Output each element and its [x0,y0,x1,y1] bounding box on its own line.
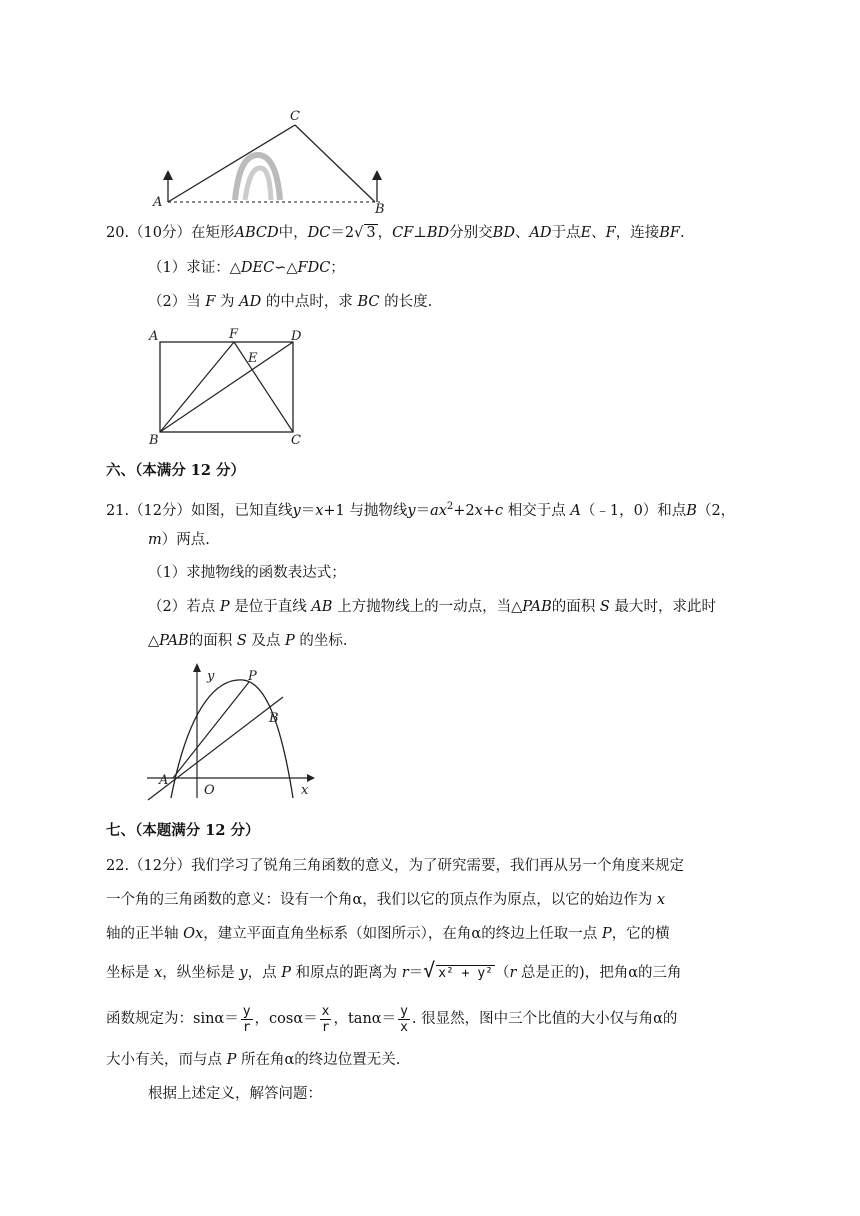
fig21-label-B: B [269,711,279,726]
fig21-label-O: O [204,783,215,798]
section-6-heading: 六、（本满分 12 分） [106,462,246,479]
q22-line4: 坐标是 x，纵坐标是 y，点 P 和原点的距离为 r＝√ x² + y² （r 总是正的)，把角α的三角 [106,958,682,982]
fraction-y-over-x: $\frac{y}{x}$ [400,1003,408,1035]
fig20-label-C: C [291,433,301,448]
fig19-label-A: A [153,195,163,210]
fig20-label-F: F [229,327,239,342]
fig20-label-A: A [149,329,159,344]
q22-line1: 22.（12分）我们学习了锐角三角函数的意义，为了研究需要，我们再从另一个角度来规定 [106,858,685,874]
q20-stem: 20.（10分）在矩形ABCD中，DC＝2√ 3 ，CF⊥BD分别交BD、AD于点E、F，连接BF. [106,225,685,241]
q21-part2: （2）若点 P 是位于直线 AB 上方抛物线上的一动点，当△PAB的面积 S 最大时，求此时 [148,599,716,615]
fig19-label-C: C [290,109,300,124]
q22-line7: 根据上述定义，解答问题： [148,1086,322,1102]
fig20-label-D: D [291,329,302,344]
q21-stem-cont: m）两点. [148,532,210,548]
fraction-x-over-r: $\frac{x}{r}$ [321,1003,330,1035]
q21-part2-cont: △PAB的面积 S 及点 P 的坐标. [148,633,348,649]
q22-line6: 大小有关，而与点 P 所在角α的终边位置无关. [106,1052,401,1068]
q21-stem: 21.（12分）如图，已知直线y＝x+1 与抛物线$y=ax^2+2x+c$ 相交于点 A（﹣1，0）和点B（2， [106,501,736,519]
figure-20-rectangle [145,325,315,450]
q21-part1: （1）求抛物线的函数表达式； [148,565,346,581]
figure-21-parabola [145,660,325,805]
q20-part2: （2）当 F 为 AD 的中点时，求 BC 的长度. [148,294,433,310]
fig21-label-A: A [159,773,169,788]
section-7-heading: 七、（本题满分 12 分） [106,822,260,839]
q22-line2: 一个角的三角函数的意义：设有一个角α，我们以它的顶点作为原点，以它的始边作为 x [106,892,666,908]
q20-part1: （1）求证：△DEC∽△FDC； [148,260,345,276]
fig21-label-y: y [207,669,215,684]
q22-line5: 函数规定为：sinα＝ $\frac{y}{r}$ ，cosα＝ $\frac{x}{r}$ ，tanα＝ $\frac{y}{x}$ . 很显然，图中三个比值的大小仅与角α的 [106,1003,678,1035]
fig21-label-P: P [248,669,257,684]
fig21-label-x: x [301,783,309,798]
fig20-label-B: B [149,433,159,448]
figure-19-triangle [150,100,400,215]
fraction-y-over-r: $\frac{y}{r}$ [242,1003,251,1035]
sqrt-radical: √ x² + y² [423,958,493,982]
q22-line3: 轴的正半轴 Ox，建立平面直角坐标系（如图所示），在角α的终边上任取一点 P，它的横 [106,926,670,942]
sqrt-symbol: √ 3 [354,225,376,241]
fig20-label-E: E [248,351,258,366]
fig19-label-B: B [375,202,385,217]
